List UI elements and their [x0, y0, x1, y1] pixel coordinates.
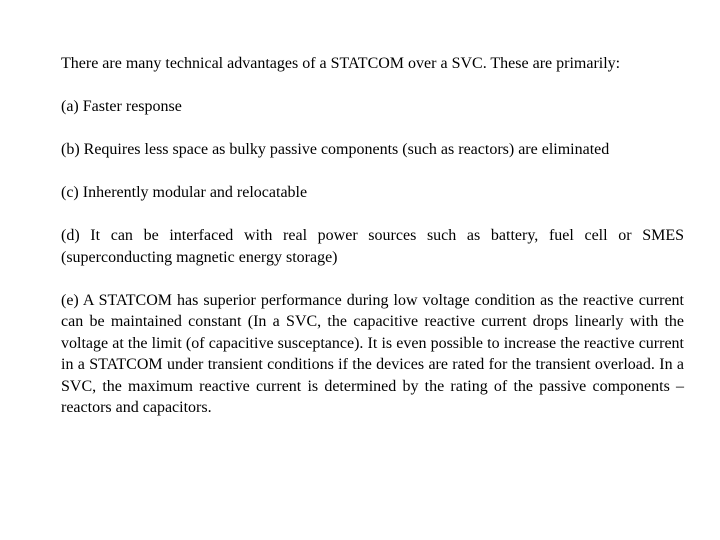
intro-paragraph: There are many technical advantages of a STATCOM over a SVC. These are primarily: [61, 55, 621, 72]
advantage-item-e: (e) A STATCOM has superior performance during low voltage condition as the reactive current can be maintained constant (In a SVC, the capacitive reactive current drops linearly with the voltage at the limit (of capacitive susceptance). It is even possible to increase the reactive current in a STATCOM under transient conditions if the devices are rated for the transient overload. In a SVC, the maximum reactive current is determined by the rating of the passive components – reactors and capacitors. [61, 291, 684, 416]
advantage-item-c: (c) Inherently modular and relocatable [61, 184, 308, 201]
advantage-item-b: (b) Requires less space as bulky passive components (such as reactors) are eliminated [61, 141, 610, 158]
advantage-item-d: (d) It can be interfaced with real power sources such as battery, fuel cell or SMES (superconducting magnetic energy storage) [61, 227, 684, 266]
document-body [61, 53, 684, 440]
advantage-item-a: (a) Faster response [61, 98, 182, 115]
